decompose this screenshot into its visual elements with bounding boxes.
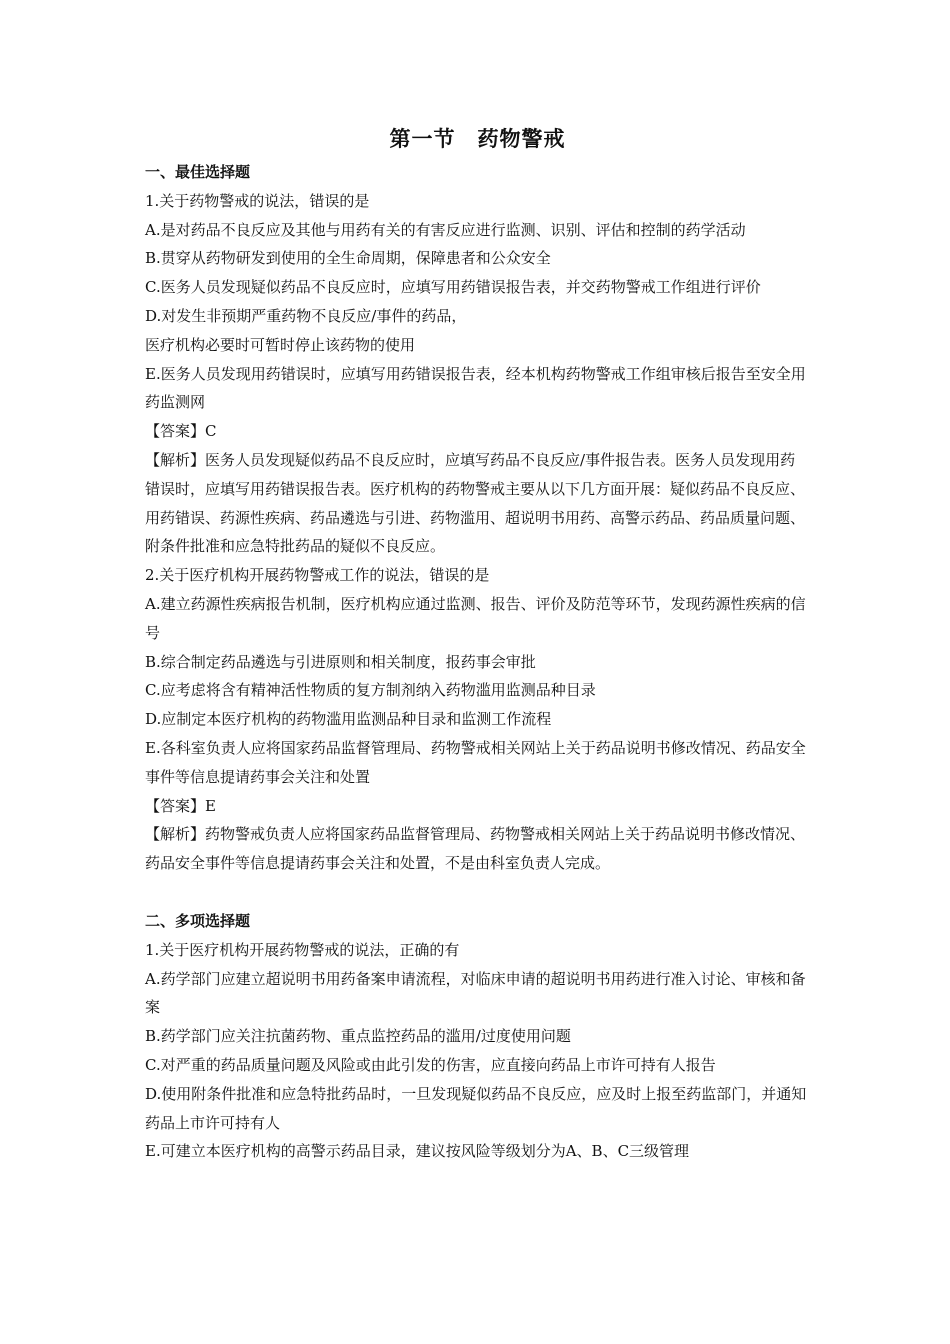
question-stem: 1.关于医疗机构开展药物警戒的说法，正确的有 (145, 940, 460, 959)
option-a: A.是对药品不良反应及其他与用药有关的有害反应进行监测、识别、评估和控制的药学活动 (145, 220, 746, 239)
section-spacer (145, 878, 810, 907)
option-b: B.贯穿从药物研发到使用的全生命周期，保障患者和公众安全 (145, 249, 551, 268)
option-e: E.医务人员发现用药错误时，应填写用药错误报告表，经本机构药物警戒工作组审核后报告至安全用药监测网 (145, 364, 806, 412)
option-c: C.对严重的药品质量问题及风险或由此引发的伤害，应直接向药品上市许可持有人报告 (145, 1055, 716, 1074)
analysis-line (145, 446, 810, 561)
answer-line (145, 417, 810, 446)
answer-line (145, 792, 810, 821)
analysis-text: 药物警戒负责人应将国家药品监督管理局、药物警戒相关网站上关于药品说明书修改情况、药品安全事件等信息提请药事会关注和处置，不是由科室负责人完成。 (145, 825, 806, 873)
analysis-line (145, 820, 810, 878)
option-d: D.应制定本医疗机构的药物滥用监测品种目录和监测工作流程 (145, 710, 552, 729)
analysis-text: 医务人员发现疑似药品不良反应时，应填写药品不良反应/事件报告表。医务人员发现用药错误时，应填写用药错误报告表。医疗机构的药物警戒主要从以下几方面开展：疑似药品不良反应、用药错误、药源性疾病、药品遴选与引进、药物滥用、超说明书用药、高警示药品、药品质量问题、附条件批准和应急特批药品的疑似不良反应。 (145, 450, 806, 556)
answer-tag: 【答案】 (145, 796, 206, 815)
answer-value: E (205, 796, 216, 815)
option-e: E.各科室负责人应将国家药品监督管理局、药物警戒相关网站上关于药品说明书修改情况、药品安全事件等信息提请药事会关注和处置 (145, 738, 806, 786)
section-heading-multiple-choice: 二、多项选择题 (145, 911, 251, 930)
document-page (145, 122, 810, 1166)
answer-tag: 【答案】 (145, 422, 206, 441)
question-stem: 2.关于医疗机构开展药物警戒工作的说法，错误的是 (145, 566, 490, 585)
option-a: A.药学部门应建立超说明书用药备案申请流程，对临床申请的超说明书用药进行准入讨论、审核和备案 (145, 969, 806, 1017)
option-c: C.应考虑将含有精神活性物质的复方制剂纳入药物滥用监测品种目录 (145, 681, 596, 700)
page-title: 第一节 药物警戒 (389, 127, 566, 151)
option-a: A.建立药源性疾病报告机制，医疗机构应通过监测、报告、评价及防范等环节，发现药源性疾病的信号 (145, 594, 806, 642)
section-heading-single-choice: 一、最佳选择题 (145, 163, 251, 181)
analysis-tag: 【解析】 (145, 450, 206, 469)
analysis-tag: 【解析】 (145, 825, 206, 844)
answer-value: C (205, 422, 217, 441)
question-stem: 1.关于药物警戒的说法，错误的是 (145, 191, 370, 210)
option-d: D.对发生非预期严重药物不良反应/事件的药品， (145, 306, 467, 325)
option-e: E.可建立本医疗机构的高警示药品目录，建议按风险等级划分为A、B、C三级管理 (145, 1142, 690, 1161)
option-b: B.综合制定药品遴选与引进原则和相关制度，报药事会审批 (145, 652, 536, 671)
option-c: C.医务人员发现疑似药品不良反应时，应填写用药错误报告表，并交药物警戒工作组进行评价 (145, 278, 761, 297)
option-d: D.使用附条件批准和应急特批药品时，一旦发现疑似药品不良反应，应及时上报至药监部门，并通知药品上市许可持有人 (145, 1084, 807, 1132)
option-b: B.药学部门应关注抗菌药物、重点监控药品的滥用/过度使用问题 (145, 1027, 571, 1046)
option-d-continued: 医疗机构必要时可暂时停止该药物的使用 (145, 335, 416, 354)
